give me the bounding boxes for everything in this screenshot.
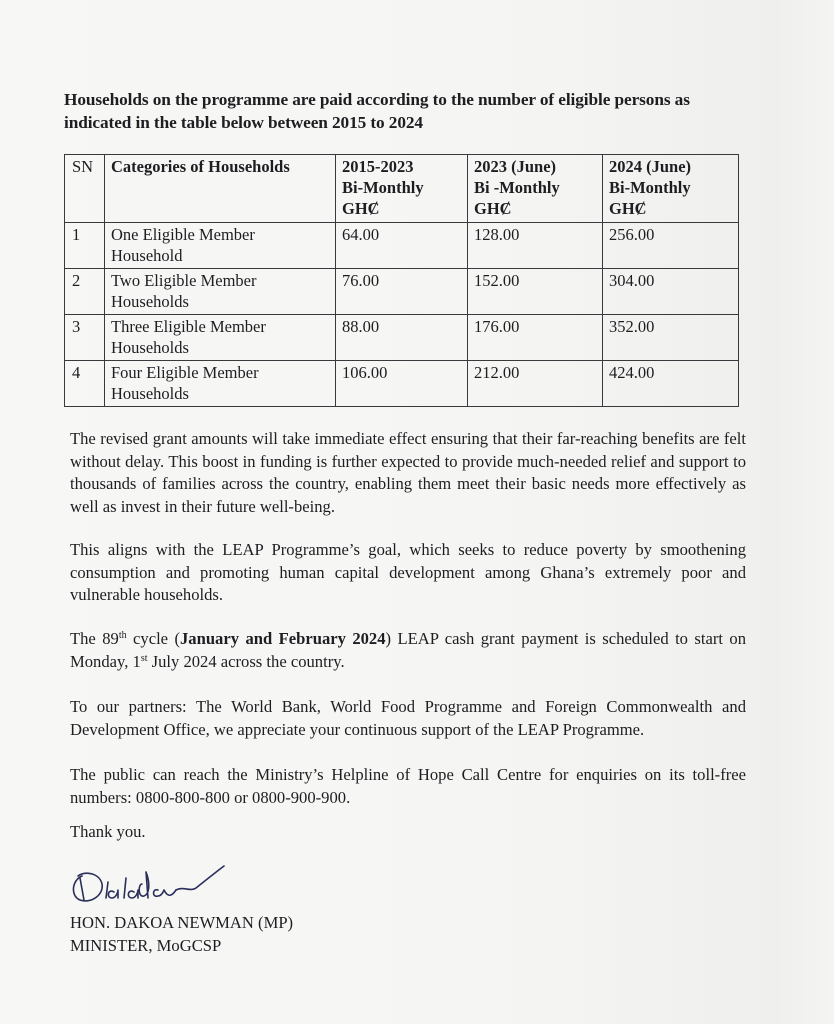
cell-2023-june: 152.00: [468, 269, 603, 315]
paragraph-payment-cycle: [70, 628, 746, 673]
header-currency: GHȻ: [342, 199, 380, 218]
cell-sn: 1: [65, 223, 105, 269]
text: July 2024 across the country.: [147, 651, 345, 671]
cell-2024-june: 424.00: [603, 361, 739, 407]
intro-heading: Households on the programme are paid according to the number of eligible persons as indicated in the table below between 2015 to 2024: [64, 90, 690, 132]
cell-category: Three Eligible Member Households: [105, 315, 336, 361]
paragraph-revised-grant: The revised grant amounts will take immediate effect ensuring that their far-reaching benefits are felt without delay. This boost in funding is further expected to provide much-needed relief and support to thousands of families across the country, enabling them meet their basic needs more effectively as well as invest in their future well-being.: [70, 429, 746, 516]
text: ) LEAP cash grant payment is scheduled to start on Monday, 1: [70, 629, 746, 671]
signatory-title: MINISTER, MoGCSP: [70, 935, 222, 955]
text: The 89: [70, 629, 119, 648]
table-row: [65, 315, 739, 361]
cell-category: One Eligible Member Household: [105, 223, 336, 269]
cell-2023-june: 128.00: [468, 223, 603, 269]
cell-2023-june: 176.00: [468, 315, 603, 361]
cell-2024-june: 256.00: [603, 223, 739, 269]
header-sn: SN: [65, 155, 105, 223]
header-frequency: Bi-Monthly: [342, 178, 424, 197]
signature-stroke: [106, 882, 118, 898]
header-frequency: Bi -Monthly: [474, 178, 560, 197]
table-header-row: [65, 155, 739, 223]
cell-category: Four Eligible Member Households: [105, 361, 336, 407]
header-2023-june: [468, 155, 603, 223]
cell-2024-june: 304.00: [603, 269, 739, 315]
header-period: 2023 (June): [474, 157, 557, 176]
header-period: 2015-2023: [342, 157, 414, 176]
grant-table: [64, 154, 739, 407]
signature-stroke: [73, 873, 102, 901]
signature-stroke: [139, 872, 149, 898]
header-frequency: Bi-Monthly: [609, 178, 691, 197]
cell-2015-2023: 106.00: [336, 361, 468, 407]
cell-2023-june: 212.00: [468, 361, 603, 407]
paragraph-leap-goal: This aligns with the LEAP Programme’s goal, which seeks to reduce poverty by smoothening consumption and promoting human capital development among Ghana’s extremely poor and vulnerable households.: [70, 540, 746, 605]
header-currency: GHȻ: [474, 199, 512, 218]
header-currency: GHȻ: [609, 199, 647, 218]
header-2015-2023: [336, 155, 468, 223]
signatory-name: HON. DAKOA NEWMAN (MP): [70, 913, 294, 932]
cell-2015-2023: 64.00: [336, 223, 468, 269]
ordinal-suffix: st: [140, 652, 148, 664]
table-row: [65, 269, 739, 315]
signature-stroke: [154, 890, 177, 897]
ordinal-suffix: th: [118, 630, 127, 641]
text: cycle (: [126, 629, 180, 648]
cell-2024-june: 352.00: [603, 315, 739, 361]
cell-category: Two Eligible Member Households: [105, 269, 336, 315]
header-2024-june: [603, 155, 739, 223]
signatory-block: [70, 912, 293, 957]
cell-2015-2023: 88.00: [336, 315, 468, 361]
signature-stroke: [176, 866, 224, 890]
paragraph-helpline: The public can reach the Ministry’s Helpline of Hope Call Centre for enquiries on its toll-free numbers: 0800-800-800 or 0800-900-900.: [70, 765, 746, 807]
cell-sn: 4: [65, 361, 105, 407]
paragraph-partners: To our partners: The World Bank, World Food Programme and Foreign Commonwealth and Development Office, we appreciate your continuous support of the LEAP Programme.: [70, 697, 746, 739]
handwritten-signature: [68, 862, 228, 906]
table-row: [65, 361, 739, 407]
cell-sn: 2: [65, 269, 105, 315]
header-category: Categories of Households: [105, 155, 336, 223]
signature-stroke: [124, 878, 138, 898]
cell-sn: 3: [65, 315, 105, 361]
payment-months: January and February 2024: [180, 629, 386, 648]
cell-2015-2023: 76.00: [336, 269, 468, 315]
header-period: 2024 (June): [609, 157, 692, 176]
closing-thanks: Thank you.: [70, 822, 146, 841]
table-row: [65, 223, 739, 269]
